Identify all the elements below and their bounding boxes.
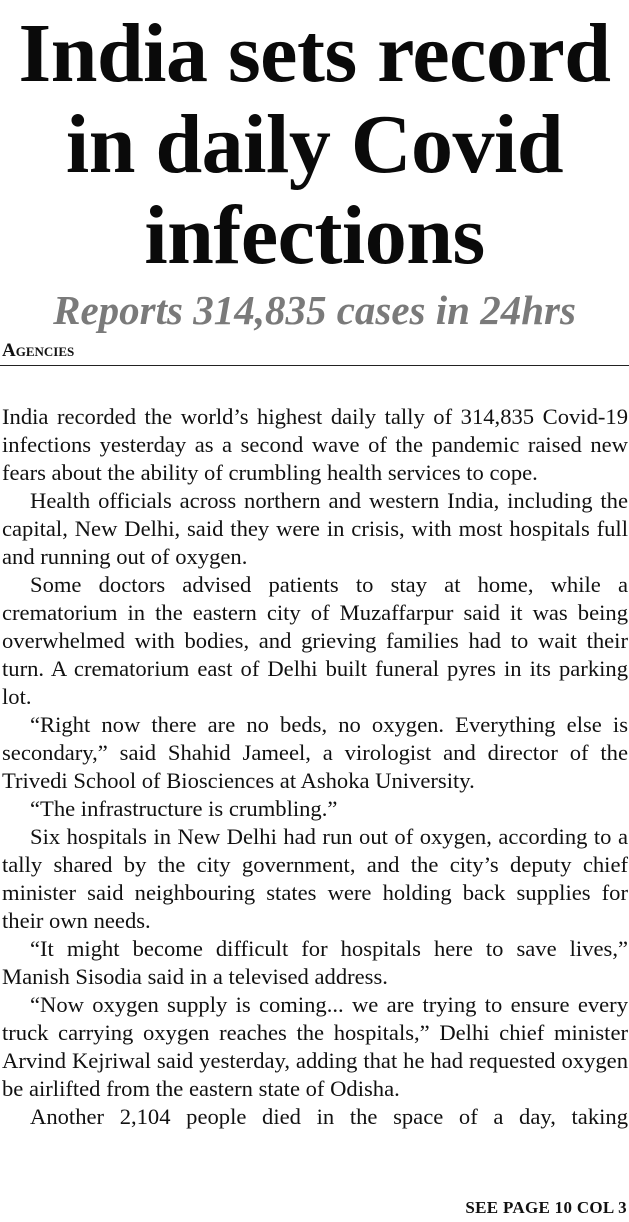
body-paragraph: Health officials across northern and western India, including the capital, New Delhi, said they were in crisis, with most hospitals full and running out of oxygen.: [2, 488, 628, 569]
body-paragraph: “Right now there are no beds, no oxygen. Everything else is secondary,” said Shahid Jameel, a virologist and director of the Trivedi School of Biosciences at Ashoka University.: [2, 712, 628, 793]
body-paragraph: “Now oxygen supply is coming... we are trying to ensure every truck carrying oxygen reaches the hospitals,” Delhi chief minister Arvind Kejriwal said yesterday, adding that he had requested oxygen be airlifted from the eastern state of Odisha.: [2, 992, 628, 1101]
headline: [0, 0, 629, 281]
body-paragraph: “The infrastructure is crumbling.”: [30, 796, 338, 821]
body-paragraph: Some doctors advised patients to stay at home, while a crematorium in the eastern city of Muzaffarpur said it was being overwhelmed with bodies, and grieving families had to wait their turn. A crematorium east of Delhi built funeral pyres in its parking lot.: [2, 572, 628, 709]
continuation-jump-line: SEE PAGE 10 COL 3: [465, 1198, 627, 1217]
subheadline: Reports 314,835 cases in 24hrs: [53, 287, 576, 333]
headline-line: India sets record: [18, 7, 611, 100]
article-body: [2, 403, 628, 1131]
byline: Agencies: [0, 337, 629, 366]
body-paragraph: India recorded the world’s highest daily tally of 314,835 Covid-19 infections yesterday as a second wave of the pandemic raised new fears about the ability of crumbling health services to cope.: [2, 404, 628, 485]
body-paragraph: Six hospitals in New Delhi had run out of oxygen, according to a tally shared by the city government, and the city’s deputy chief minister said neighbouring states were holding back supplies for their own needs.: [2, 824, 628, 933]
body-paragraph: Another 2,104 people died in the space of a day, taking: [30, 1104, 628, 1129]
headline-line: infections: [144, 189, 485, 282]
body-paragraph: “It might become difficult for hospitals here to save lives,” Manish Sisodia said in a televised address.: [2, 936, 628, 989]
headline-line: in daily Covid: [65, 98, 564, 191]
